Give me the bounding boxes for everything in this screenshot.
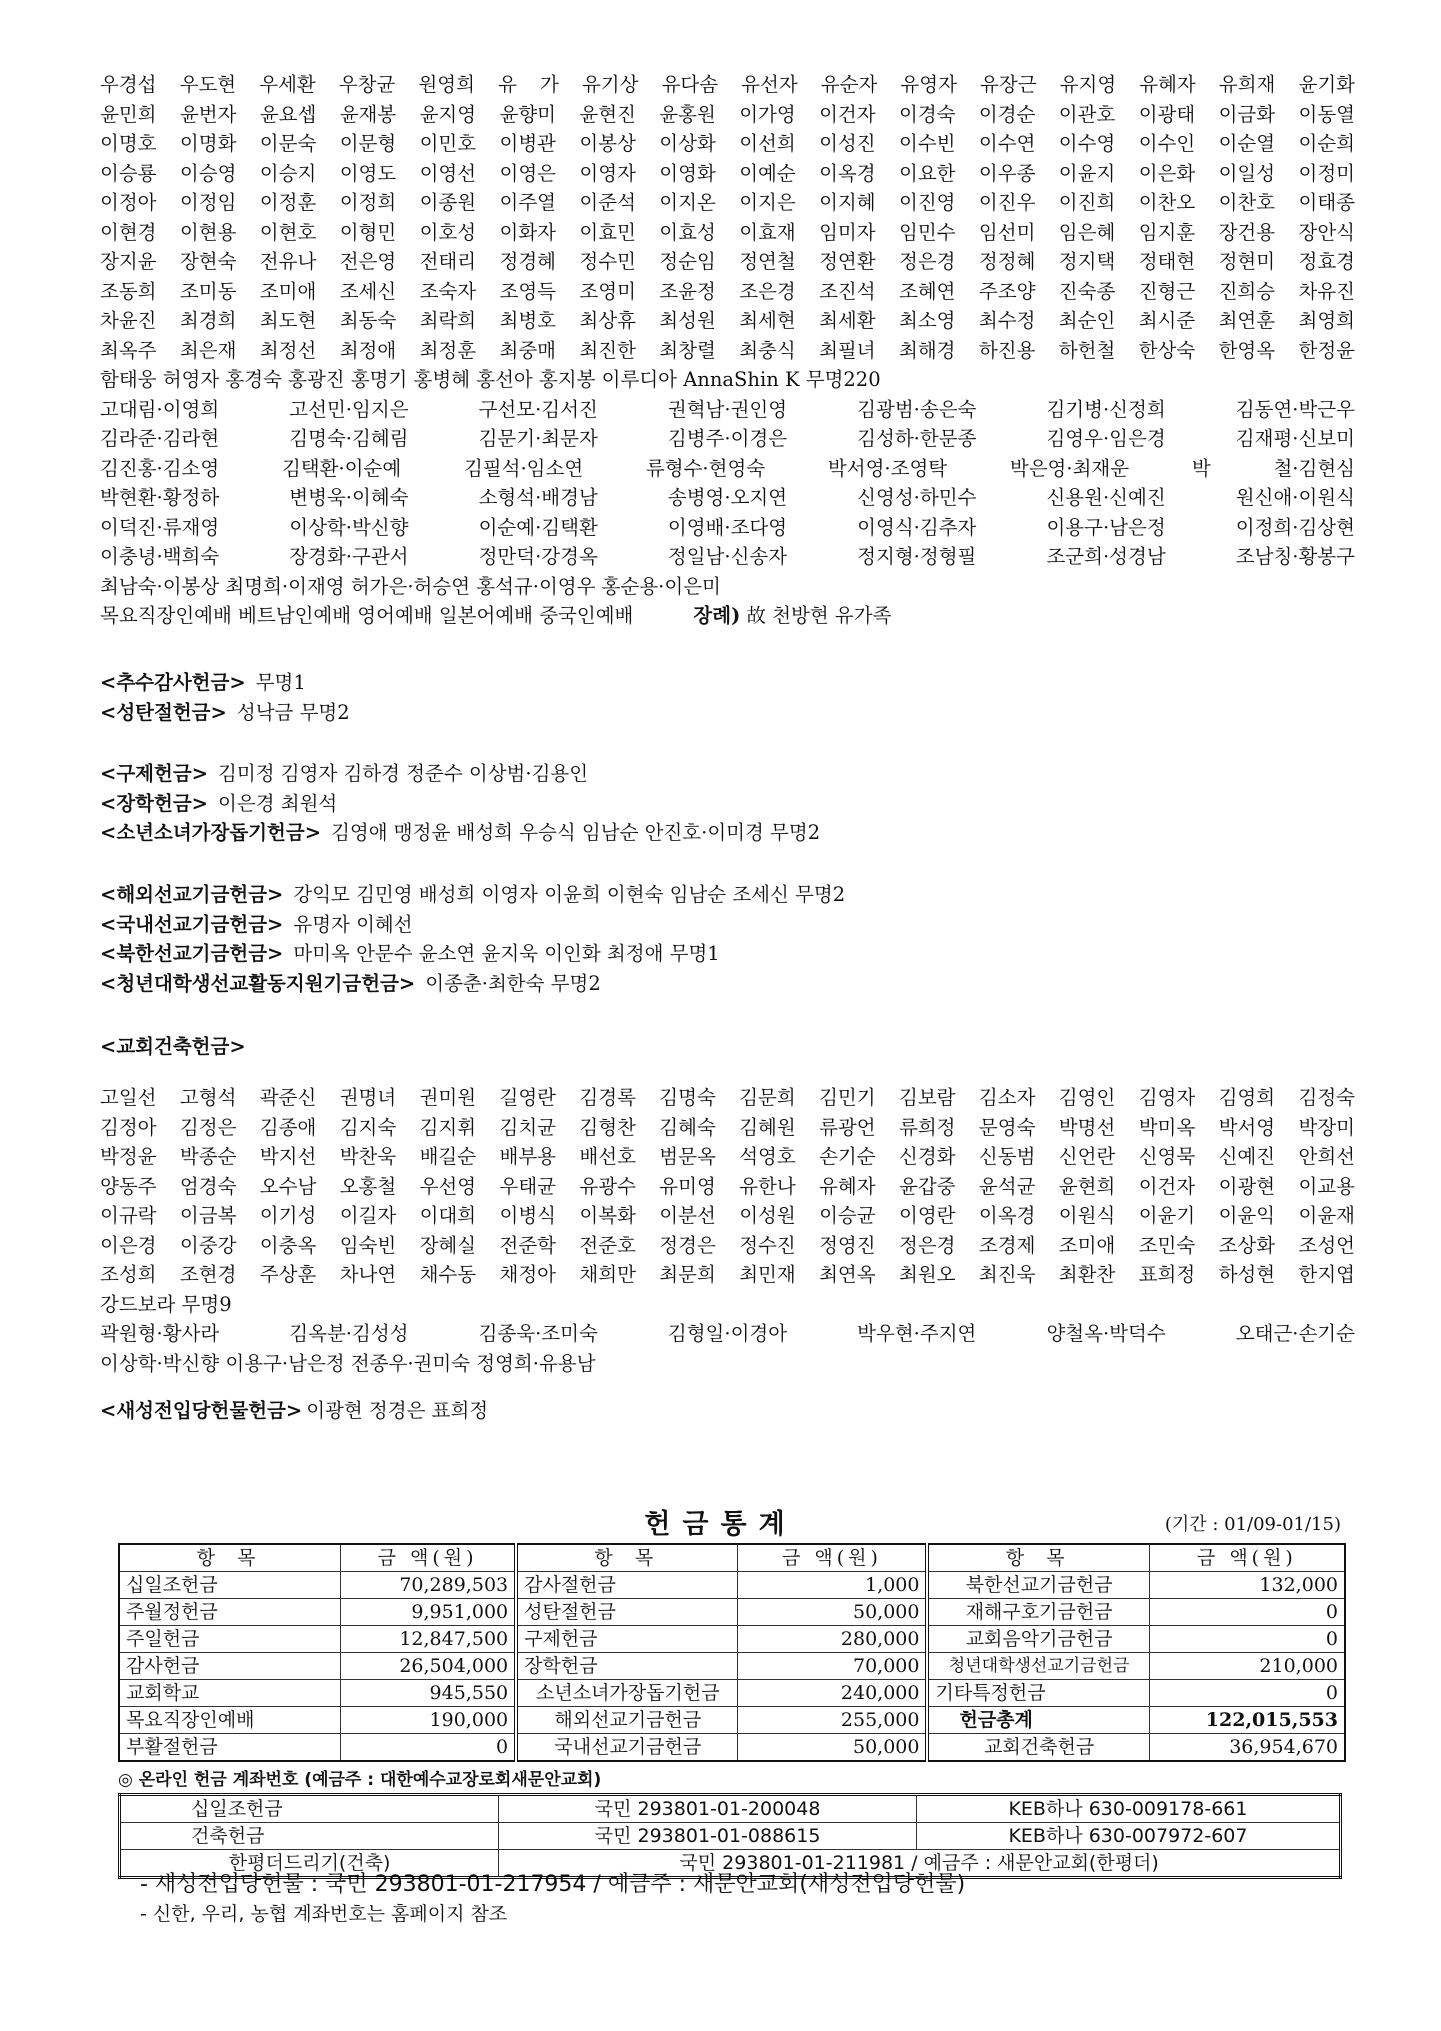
name-line: 이명호 이명화 이문숙 이문형 이민호 이병관 이봉상 이상화 이선희 이성진 이수빈 이수연 이수영 이수인 이순열 이순희: [100, 132, 1355, 155]
total-label: 헌금총계: [927, 1707, 1149, 1734]
name-line: 이현경 이현용 이현호 이형민 이호성 이화자 이효민 이효성 이효재 임미자 임민수 임선미 임은혜 임지훈 장건용 장안식: [100, 220, 1355, 244]
couple-name-line: 이충녕·백희숙 장경화·구관서 정만덕·강경옥 정일남·신송자 정지형·정형필 조군희·성경남 조남칭·황봉구: [100, 545, 1355, 568]
name-line: 이규락 이금복 이기성 이길자 이대희 이병식 이복화 이분선 이성원 이승균 이영란 이옥경 이원식 이윤기 이윤익 이윤재: [100, 1204, 1355, 1227]
offering-label: <성탄절헌금>: [100, 700, 227, 724]
offering-row: [100, 969, 1355, 999]
offering-row: [100, 939, 1355, 969]
couple-name-line: 고대림·이영희 고선민·임지은 구선모·김서진 권혁남·권인영 김광범·송은숙 김기병·신정희 김동연·박근우: [100, 397, 1355, 421]
stat-amount: 0: [1149, 1599, 1345, 1626]
stat-amount: 132,000: [1149, 1572, 1345, 1599]
stat-item: 감사절헌금: [516, 1572, 738, 1599]
offering-label: <장학헌금>: [100, 791, 209, 815]
offering-label: <소년소녀가장돕기헌금>: [100, 821, 322, 844]
name-line: 우경섭 우도현 우세환 우창균 원영희 유 가 유기상 유다솜 유선자 유순자 유영자 유장근 유지영 유혜자 유희재 윤기화: [100, 73, 1356, 96]
couple-name-line: 최남숙·이봉상 최명희·이재영 허가은·허승연 홍석규·이영우 홍순용·이은미: [100, 574, 721, 598]
name-line: 차윤진 최경희 최도현 최동숙 최락희 최병호 최상휴 최성원 최세현 최세환 최소영 최수정 최순인 최시준 최연훈 최영희: [100, 309, 1355, 332]
couple-name-line: 곽원형·황사라 김옥분·김성성 김종욱·조미숙 김형일·이경아 박우현·주지연 양철옥·박덕수 오태근·손기순: [100, 1322, 1355, 1345]
stat-item: 소년소녀가장돕기헌금: [516, 1680, 738, 1707]
building-offering-names: [100, 1083, 1355, 1378]
stat-item: 성탄절헌금: [516, 1599, 738, 1626]
stat-item: 장학헌금: [516, 1653, 738, 1680]
name-line: 조동희 조미동 조미애 조세신 조숙자 조영득 조영미 조윤정 조은경 조진석 조혜연 주조양 진숙종 진형근 진희승 차유진: [100, 279, 1355, 303]
offering-label: <해외선교기금헌금>: [100, 883, 284, 906]
offering-names: 이은경 최원석: [218, 791, 338, 815]
name-line: 최옥주 최은재 최정선 최정애 최정훈 최중매 최진한 최창렬 최충식 최필녀 최해경 하진용 하헌철 한상숙 한영옥 한정윤: [100, 338, 1355, 362]
funeral-note: [693, 604, 891, 627]
offering-label: <구제헌금>: [100, 762, 209, 785]
stat-item: 교회건축헌금: [927, 1734, 1149, 1762]
funeral-label: 장례): [693, 604, 741, 627]
account-number: 국민 293801-01-200048: [499, 1795, 917, 1823]
stat-amount: 190,000: [340, 1707, 516, 1734]
stat-item: 구제헌금: [516, 1626, 738, 1653]
offering-names: 무명1: [255, 671, 306, 694]
account-number: 국민 293801-01-088615: [499, 1823, 917, 1850]
header-amount: 금 액(원): [340, 1544, 516, 1572]
offering-row: [100, 668, 1355, 698]
name-line: 강드보라 무명9: [100, 1292, 232, 1316]
relief-offerings: [100, 759, 1355, 848]
stat-item: 주월정헌금: [119, 1599, 340, 1626]
header-item: 항 목: [119, 1544, 340, 1572]
header-item: 항 목: [516, 1544, 738, 1572]
name-line: 이정아 이정임 이정훈 이정희 이종원 이주열 이준석 이지온 이지은 이지혜 이진영 이진우 이진희 이찬오 이찬호 이태종: [100, 191, 1355, 214]
account-label: 건축헌금: [120, 1823, 499, 1850]
offering-names: 유명자 이혜선: [293, 912, 413, 936]
stat-amount: 50,000: [738, 1599, 928, 1626]
name-line: 윤민희 윤번자 윤요셉 윤재봉 윤지영 윤향미 윤현진 윤홍원 이가영 이건자 이경숙 이경순 이관호 이광태 이금화 이동열: [100, 102, 1355, 126]
account-number: KEB하나 630-009178-661: [916, 1795, 1340, 1823]
stats-period: (기간 : 01/09-01/15): [1164, 1514, 1341, 1535]
stat-amount: 945,550: [340, 1680, 516, 1707]
table-row: [119, 1626, 1345, 1653]
stat-item: 재해구호기금헌금: [927, 1599, 1149, 1626]
stat-amount: 36,954,670: [1149, 1734, 1345, 1762]
table-row: [119, 1572, 1345, 1599]
stat-amount: 26,504,000: [340, 1653, 516, 1680]
couple-name-line: 박현환·황정하 변병욱·이혜숙 소형석·배경남 송병영·오지연 신영성·하민수 신용원·신예진 원신애·이원식: [100, 486, 1355, 509]
offering-names: 강익모 김민영 배성희 이영자 이윤희 이현숙 임남순 조세신 무명2: [293, 883, 846, 906]
offering-row: [100, 880, 1355, 910]
couple-name-line: 이덕진·류재영 이상학·박신향 이순예·김택환 이영배·조다영 이영식·김추자 이용구·남은정 이정희·김상현: [100, 515, 1355, 539]
stat-item: 주일헌금: [119, 1626, 340, 1653]
stat-amount: 12,847,500: [340, 1626, 516, 1653]
offering-label: <북한선교기금헌금>: [100, 942, 284, 965]
stat-amount: 70,000: [738, 1653, 928, 1680]
offering-row: [100, 818, 1355, 848]
stat-item: 교회음악기금헌금: [927, 1626, 1149, 1653]
stat-amount: 0: [340, 1734, 516, 1762]
offering-names: 이광현 정경은 표희정: [306, 1399, 489, 1422]
online-account-header: ◎ 온라인 헌금 계좌번호 (예금주 : 대한예수교장로회새문안교회): [118, 1770, 602, 1790]
name-line: 김정아 김정은 김종애 김지숙 김지휘 김치균 김형찬 김혜숙 김혜원 류광언 류희정 문영숙 박명선 박미옥 박서영 박장미: [100, 1115, 1355, 1139]
stat-item: 교회학교: [119, 1680, 340, 1707]
table-row: [119, 1653, 1345, 1680]
couple-name-line: 김진홍·김소영 김택환·이순예 김필석·임소연 류형수·현영숙 박서영·조영탁 박은영·최재운 박 철·김현심: [100, 456, 1355, 480]
stat-amount: 210,000: [1149, 1653, 1345, 1680]
note-line: - 새성전입당헌물 : 국민 293801-01-217954 / 예금주 : 새문안교회(새성전입당헌물): [140, 1872, 966, 1897]
general-offering-names: [100, 70, 1355, 631]
stat-amount: 0: [1149, 1626, 1345, 1653]
funeral-text: 故 천방현 유가족: [746, 604, 892, 627]
account-label: 십일조헌금: [120, 1795, 499, 1823]
name-line: 장지윤 장현숙 전유나 전은영 전태리 정경혜 정수민 정순임 정연철 정연환 정은경 정정혜 정지택 정태현 정현미 정효경: [100, 250, 1355, 273]
account-label: 한평더드리기(건축): [120, 1850, 499, 1878]
header-amount: 금 액(원): [738, 1544, 928, 1572]
stat-item: 감사헌금: [119, 1653, 340, 1680]
table-row: [119, 1734, 1345, 1762]
offering-names: 마미옥 안문수 윤소연 윤지욱 이인화 최정애 무명1: [293, 942, 720, 965]
table-row: [120, 1823, 1341, 1850]
stat-amount: 50,000: [738, 1734, 928, 1762]
offering-label: <새성전입당헌물헌금>: [100, 1399, 303, 1422]
offering-names: 김미정 김영자 김하경 정준수 이상범·김용인: [218, 762, 589, 785]
offering-label: <국내선교기금헌금>: [100, 912, 284, 936]
header-amount: 금 액(원): [1149, 1544, 1345, 1572]
stat-item: 기타특정헌금: [927, 1680, 1149, 1707]
stat-amount: 240,000: [738, 1680, 928, 1707]
stats-title: 헌금통계: [644, 1509, 797, 1540]
stat-item: 십일조헌금: [119, 1572, 340, 1599]
stat-amount: 9,951,000: [340, 1599, 516, 1626]
table-row: [119, 1680, 1345, 1707]
header-item: 항 목: [927, 1544, 1149, 1572]
table-row: [119, 1707, 1345, 1734]
stat-amount: 0: [1149, 1680, 1345, 1707]
offering-stats-table: [118, 1543, 1346, 1762]
account-notes: [140, 1870, 965, 1928]
offering-label: <추수감사헌금>: [100, 671, 246, 694]
name-line: 양동주 엄경숙 오수남 오홍철 우선영 우태균 유광수 유미영 유한나 유혜자 윤갑중 윤석균 윤현희 이건자 이광현 이교용: [100, 1174, 1355, 1198]
table-row: [120, 1795, 1341, 1823]
name-line: 이승룡 이승영 이승지 이영도 이영선 이영은 이영자 이영화 이예순 이옥경 이요한 이우종 이윤지 이은화 이일성 이정미: [100, 161, 1355, 185]
account-number: KEB하나 630-007972-607: [916, 1823, 1340, 1850]
stat-amount: 280,000: [738, 1626, 928, 1653]
stat-item: 부활절헌금: [119, 1734, 340, 1762]
name-line: 함태웅 허영자 홍경숙 홍광진 홍명기 홍병혜 홍선아 홍지봉 이루디아 AnnaShin K 무명220: [100, 368, 881, 391]
online-account-table: [118, 1793, 1342, 1879]
stat-amount: 1,000: [738, 1572, 928, 1599]
offering-label: <청년대학생선교활동지원기금헌금>: [100, 971, 416, 995]
note-line: - 신한, 우리, 농협 계좌번호는 홈페이지 참조: [140, 1903, 508, 1925]
name-line: 조성희 조현경 주상훈 차나연 채수동 채정아 채희만 최문희 최민재 최연옥 최원오 최진욱 최환찬 표희정 하성현 한지엽: [100, 1263, 1355, 1286]
name-line: 이은경 이중강 이충옥 임숙빈 장혜실 전준학 전준호 정경은 정수진 정영진 정은경 조경제 조미애 조민숙 조상화 조성언: [100, 1233, 1355, 1257]
worship-groups-line: [100, 601, 1355, 631]
offering-label: <교회건축헌금>: [100, 1035, 246, 1058]
offering-names: 이종춘·최한숙 무명2: [425, 971, 601, 995]
stat-amount: 70,289,503: [340, 1572, 516, 1599]
holiday-offerings: [100, 668, 1355, 727]
offering-row: [100, 789, 1355, 819]
stat-item: 청년대학생선교기금헌금: [927, 1653, 1149, 1680]
offering-names: 김영애 맹정윤 배성희 우승식 임남순 안진호·이미경 무명2: [331, 821, 821, 844]
offering-names: 성낙금 무명2: [236, 700, 350, 724]
mission-offerings: [100, 880, 1355, 998]
offering-row: [100, 759, 1355, 789]
couple-name-line: 이상학·박신향 이용구·남은정 전종우·권미숙 정영희·유용남: [100, 1351, 596, 1375]
offering-row: [100, 1396, 1355, 1426]
total-amount: 122,015,553: [1149, 1707, 1345, 1734]
building-offering-heading: [100, 1032, 1355, 1062]
offering-row: [100, 910, 1355, 940]
stat-item: 국내선교기금헌금: [516, 1734, 738, 1762]
stat-amount: 255,000: [738, 1707, 928, 1734]
offering-row: [100, 698, 1355, 728]
table-row: [119, 1599, 1345, 1626]
name-line: 박정윤 박종순 박지선 박찬욱 배길순 배부용 배선호 범문옥 석영호 손기순 신경화 신동범 신언란 신영묵 신예진 안희선: [100, 1145, 1355, 1168]
couple-name-line: 김라준·김라현 김명숙·김혜림 김문기·최문자 김병주·이경은 김성하·한문종 김영우·임은경 김재평·신보미: [100, 427, 1355, 450]
worship-groups: 목요직장인예배 베트남인예배 영어예배 일본어예배 중국인예배: [100, 604, 634, 627]
name-line: 고일선 고형석 곽준신 권명녀 권미원 길영란 김경록 김명숙 김문희 김민기 김보람 김소자 김영인 김영자 김영희 김정숙: [100, 1086, 1355, 1109]
stat-item: 해외선교기금헌금: [516, 1707, 738, 1734]
stat-item: 목요직장인예배: [119, 1707, 340, 1734]
stat-item: 북한선교기금헌금: [927, 1572, 1149, 1599]
account-number: 국민 293801-01-211981 / 예금주 : 새문안교회(한평더): [499, 1850, 1341, 1878]
table-header-row: [119, 1544, 1345, 1572]
new-sanctuary-offering: [100, 1396, 1355, 1426]
